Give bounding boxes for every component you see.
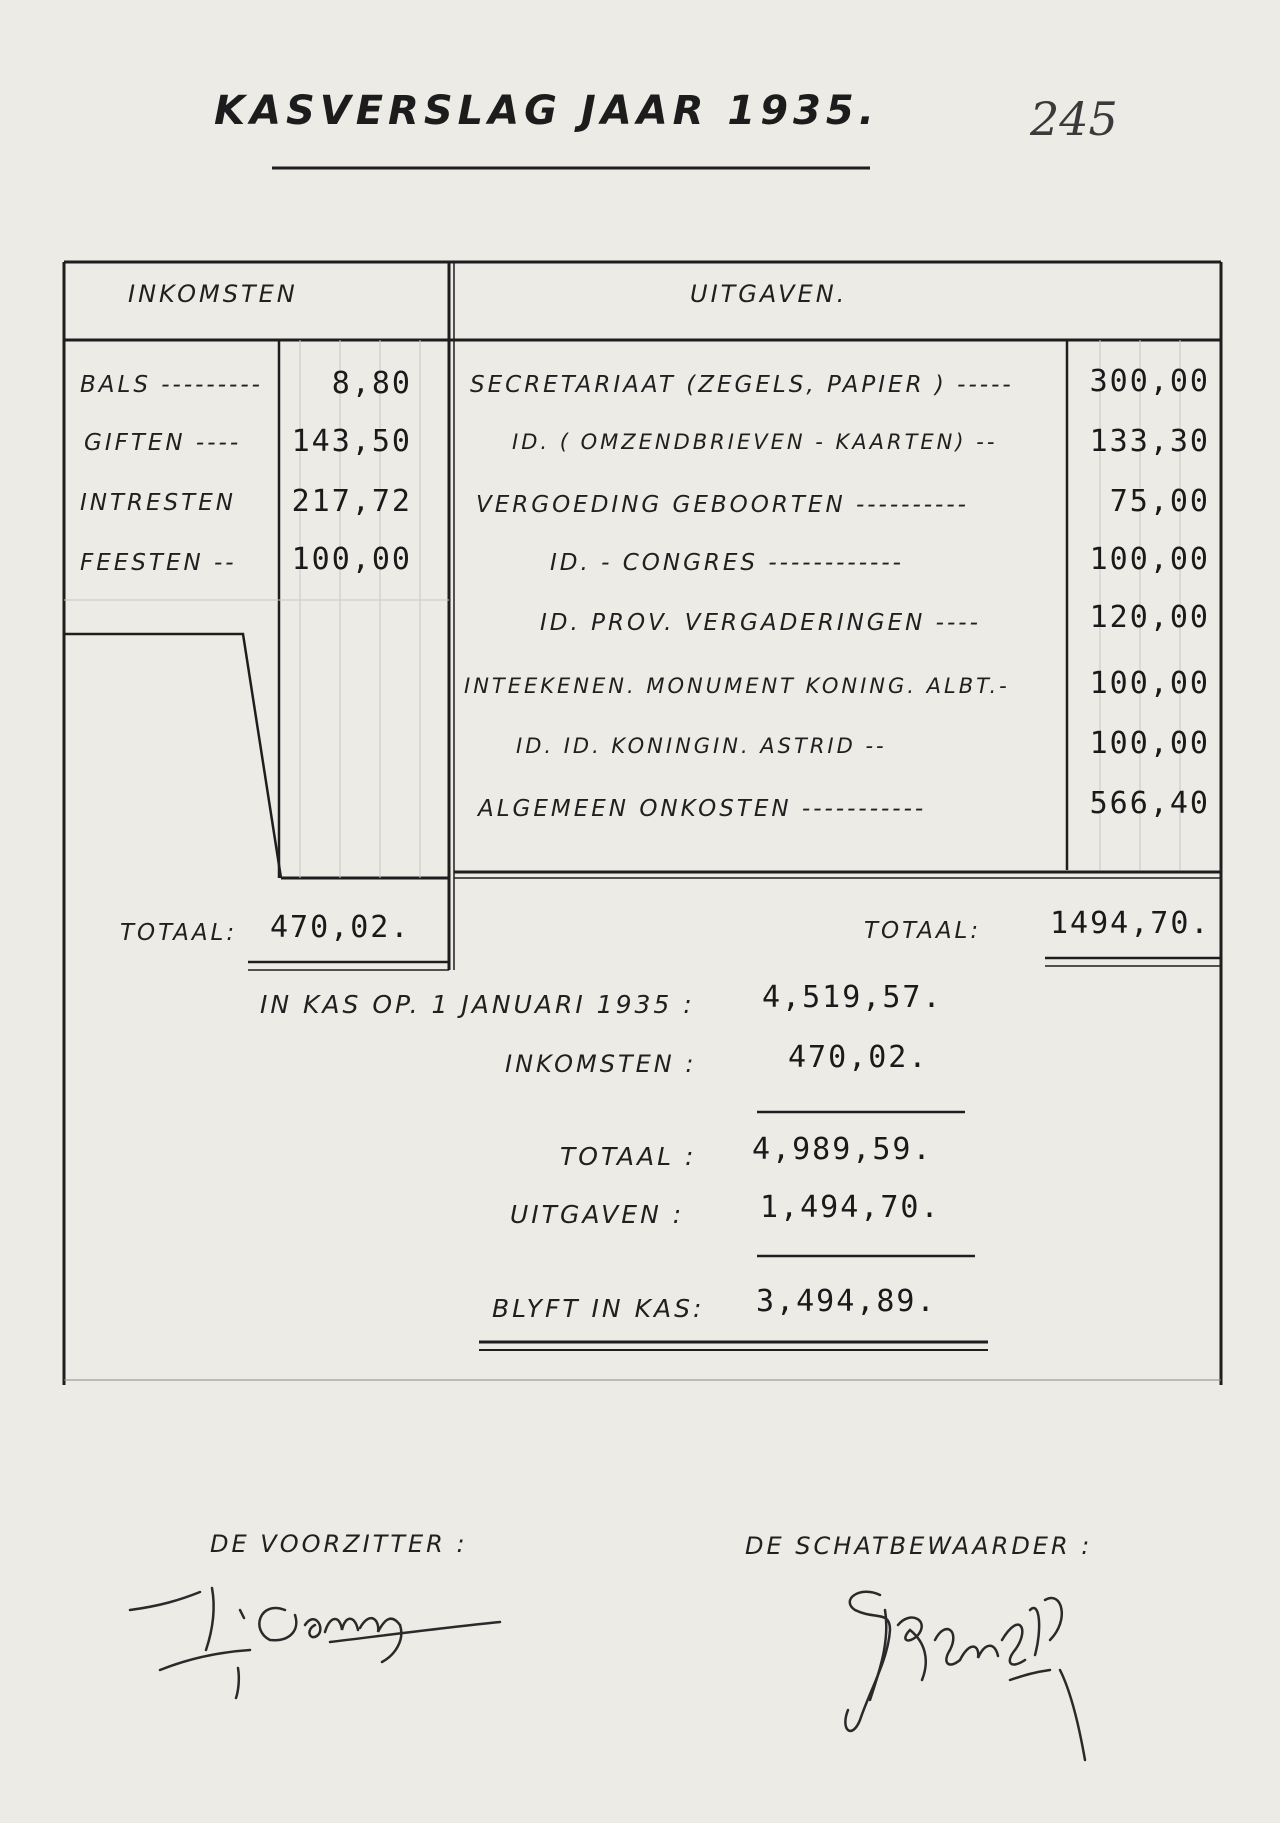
treasurer-signature — [830, 1580, 1160, 1780]
expense-label-monument: INTEEKENEN. MONUMENT KONING. ALBT.- — [464, 674, 1010, 698]
income-label-intresten: INTRESTEN — [80, 490, 236, 516]
summary-value-in-kas: 4,519,57. — [762, 980, 943, 1015]
expense-value-congres: 100,00 — [1089, 542, 1210, 577]
summary-value-inkomsten: 470,02. — [788, 1040, 929, 1075]
income-value-giften: 143,50 — [291, 424, 412, 459]
income-label-bals: BALS --------- — [80, 372, 263, 398]
summary-value-totaal: 4,989,59. — [752, 1132, 933, 1167]
expenses-total-label: TOTAAL: — [864, 918, 982, 944]
income-label-giften: GIFTEN ---- — [84, 430, 242, 456]
summary-value-blyft: 3,494,89. — [756, 1284, 937, 1319]
treasurer-label: DE SCHATBEWAARDER : — [745, 1532, 1093, 1560]
expense-value-vergaderingen: 120,00 — [1089, 600, 1210, 635]
expense-label-congres: ID. - CONGRES ------------ — [550, 550, 904, 576]
expense-value-astrid: 100,00 — [1089, 726, 1210, 761]
income-value-bals: 8,80 — [331, 366, 412, 401]
folio-number: 245 — [1030, 92, 1118, 146]
expense-label-astrid: ID. ID. KONINGIN. ASTRID -- — [516, 734, 887, 758]
expenses-header: UITGAVEN. — [690, 280, 848, 308]
expense-label-onkosten: ALGEMEEN ONKOSTEN ----------- — [478, 796, 927, 822]
expense-value-onkosten: 566,40 — [1089, 786, 1210, 821]
income-total-label: TOTAAL: — [120, 920, 238, 946]
expense-label-geboorten: VERGOEDING GEBOORTEN ---------- — [476, 492, 969, 518]
expense-value-secretariaat: 300,00 — [1089, 364, 1210, 399]
chair-signature — [120, 1570, 520, 1700]
income-value-intresten: 217,72 — [291, 484, 412, 519]
chair-label: DE VOORZITTER : — [210, 1530, 468, 1558]
expense-value-omzendbrieven: 133,30 — [1089, 424, 1210, 459]
income-label-feesten: FEESTEN -- — [80, 550, 237, 576]
page-title: KASVERSLAG JAAR 1935. — [214, 88, 879, 134]
expense-label-secretariaat: SECRETARIAAT (ZEGELS, PAPIER ) ----- — [470, 372, 1014, 398]
summary-value-uitgaven: 1,494,70. — [760, 1190, 941, 1225]
summary-label-blyft: BLYFT IN KAS: — [492, 1294, 705, 1323]
summary-label-inkomsten: INKOMSTEN : — [505, 1050, 697, 1078]
income-total-value: 470,02. — [270, 910, 411, 945]
expense-value-monument: 100,00 — [1089, 666, 1210, 701]
expense-label-vergaderingen: ID. PROV. VERGADERINGEN ---- — [540, 610, 981, 636]
expense-value-geboorten: 75,00 — [1109, 484, 1210, 519]
income-value-feesten: 100,00 — [291, 542, 412, 577]
summary-label-in-kas: IN KAS OP. 1 JANUARI 1935 : — [260, 990, 695, 1019]
income-header: INKOMSTEN — [128, 280, 298, 308]
summary-label-uitgaven: UITGAVEN : — [510, 1200, 685, 1229]
expense-label-omzendbrieven: ID. ( OMZENDBRIEVEN - KAARTEN) -- — [512, 430, 998, 454]
summary-label-totaal: TOTAAL : — [560, 1142, 697, 1171]
expenses-total-value: 1494,70. — [1050, 906, 1211, 941]
